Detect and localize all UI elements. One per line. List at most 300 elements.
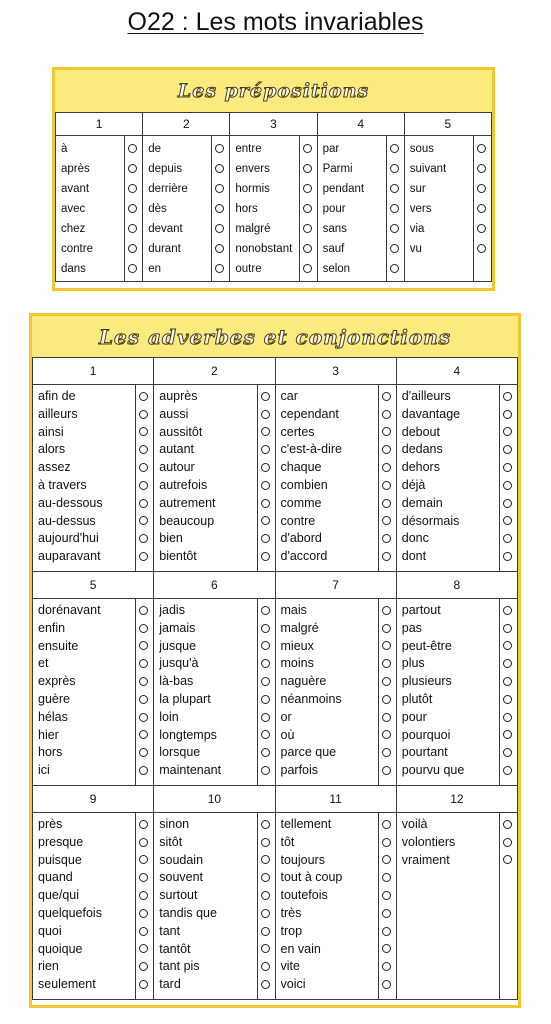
checkbox-circle[interactable] <box>379 655 396 673</box>
checkbox-circle[interactable] <box>379 530 396 548</box>
word-item: pendant <box>322 183 365 195</box>
word-item: lorsque <box>159 745 201 760</box>
word-item: suivant <box>409 163 447 175</box>
column-number: 1 <box>56 113 143 136</box>
word-item: dont <box>401 549 427 564</box>
column-number: 1 <box>33 358 154 385</box>
word-item: seulement <box>38 977 96 992</box>
checkbox-circle[interactable] <box>136 406 153 424</box>
word-item: loin <box>159 709 179 724</box>
checkbox-circle[interactable] <box>387 179 404 199</box>
checkbox-circle[interactable] <box>500 834 517 852</box>
checkbox-circle[interactable] <box>136 941 153 959</box>
checkbox-circle[interactable] <box>379 406 396 424</box>
checkbox-circle[interactable] <box>500 620 517 638</box>
checkbox-circle[interactable] <box>387 259 404 279</box>
checkbox-circle[interactable] <box>125 239 142 259</box>
word-item: avec <box>61 203 86 215</box>
word-item: autour <box>159 460 195 475</box>
word-item: souvent <box>159 870 204 885</box>
checkbox-circle[interactable] <box>379 602 396 620</box>
word-item: parfois <box>280 763 319 778</box>
checkbox-circle[interactable] <box>258 852 275 870</box>
checkbox-circle[interactable] <box>136 887 153 905</box>
checkbox-circle[interactable] <box>125 259 142 279</box>
word-item: puisque <box>38 852 82 867</box>
checkbox-circle[interactable] <box>136 834 153 852</box>
checkbox-circle[interactable] <box>136 548 153 566</box>
checkbox-circle[interactable] <box>387 199 404 219</box>
checkbox-circle[interactable] <box>500 548 517 566</box>
word-item: quoique <box>38 941 83 956</box>
word-item: presque <box>38 834 84 849</box>
checkbox-circle[interactable] <box>136 923 153 941</box>
checkbox-circle[interactable] <box>474 199 491 219</box>
word-column-cell <box>275 813 396 1000</box>
checkbox-circle[interactable] <box>258 923 275 941</box>
checkbox-circle[interactable] <box>136 655 153 673</box>
checkbox-circle[interactable] <box>379 638 396 656</box>
word-column-cell <box>317 136 404 282</box>
checkbox-circle[interactable] <box>379 958 396 976</box>
word-item: moins <box>280 656 314 671</box>
checkbox-circle[interactable] <box>258 762 275 780</box>
word-column-cell <box>404 136 491 282</box>
checkbox-circle[interactable] <box>379 673 396 691</box>
checkbox-circle[interactable] <box>136 638 153 656</box>
word-column-cell <box>396 813 517 1000</box>
word-item: dans <box>61 263 86 275</box>
checkbox-circle[interactable] <box>500 762 517 780</box>
checkbox-circle[interactable] <box>136 513 153 531</box>
word-item: jadis <box>159 603 185 617</box>
word-item: longtemps <box>159 727 217 742</box>
checkbox-circle[interactable] <box>258 513 275 531</box>
word-item: entre <box>235 143 262 155</box>
word-item: hors <box>235 203 258 215</box>
checkbox-circle[interactable] <box>258 709 275 727</box>
word-item: très <box>280 905 302 920</box>
word-item: tôt <box>280 834 295 849</box>
checkbox-circle[interactable] <box>500 477 517 495</box>
word-item: or <box>280 709 292 724</box>
word-item: parce que <box>280 745 337 760</box>
word-item: auprès <box>159 389 198 403</box>
checkbox-circle[interactable] <box>500 406 517 424</box>
word-item: enfin <box>38 620 66 635</box>
checkbox-circle[interactable] <box>125 159 142 179</box>
checkbox-circle[interactable] <box>258 620 275 638</box>
column-number: 9 <box>33 786 154 813</box>
checkbox-circle[interactable] <box>379 424 396 442</box>
checkbox-circle[interactable] <box>212 139 229 159</box>
word-item: Parmi <box>322 163 353 175</box>
checkbox-circle[interactable] <box>379 976 396 994</box>
column-number: 4 <box>396 358 517 385</box>
word-item: sinon <box>159 817 190 831</box>
word-item: néanmoins <box>280 691 342 706</box>
checkbox-circle[interactable] <box>300 139 317 159</box>
checkbox-circle[interactable] <box>136 477 153 495</box>
word-item: d'accord <box>280 549 328 564</box>
word-item: toutefois <box>280 888 328 903</box>
checkbox-circle[interactable] <box>258 602 275 620</box>
word-item: dès <box>148 203 167 215</box>
word-item: sous <box>409 143 435 155</box>
column-number: 10 <box>154 786 275 813</box>
checkbox-circle[interactable] <box>136 495 153 513</box>
word-item: d'abord <box>280 531 322 546</box>
checkbox-circle[interactable] <box>300 159 317 179</box>
word-column-cell <box>56 136 143 282</box>
checkbox-circle[interactable] <box>500 709 517 727</box>
checkbox-circle[interactable] <box>258 406 275 424</box>
word-item: exprès <box>38 674 76 689</box>
checkbox-circle[interactable] <box>212 219 229 239</box>
word-item: cependant <box>280 406 339 421</box>
checkbox-circle[interactable] <box>300 259 317 279</box>
checkbox-circle[interactable] <box>500 459 517 477</box>
word-item: avant <box>61 183 90 195</box>
word-item: selon <box>322 263 351 275</box>
word-item: pour <box>401 709 427 724</box>
word-item: sitôt <box>159 834 183 849</box>
checkbox-circle[interactable] <box>379 495 396 513</box>
word-item: outre <box>235 263 262 275</box>
checkbox-circle[interactable] <box>136 424 153 442</box>
word-column-cell <box>154 385 275 572</box>
word-item: jamais <box>159 620 196 635</box>
word-item: de <box>148 143 161 155</box>
prepositions-table <box>55 112 492 282</box>
word-item: peut-être <box>401 638 452 653</box>
word-item: car <box>280 389 298 403</box>
checkbox-circle[interactable] <box>136 459 153 477</box>
column-number: 2 <box>143 113 230 136</box>
prepositions-heading: Les prépositions <box>55 70 492 112</box>
column-number: 3 <box>230 113 317 136</box>
word-item: chez <box>61 223 86 235</box>
checkbox-circle[interactable] <box>474 139 491 159</box>
checkbox-circle[interactable] <box>136 673 153 691</box>
checkbox-circle[interactable] <box>500 852 517 870</box>
column-number: 5 <box>33 572 154 599</box>
word-item: nonobstant <box>235 243 293 255</box>
checkbox-circle[interactable] <box>379 887 396 905</box>
checkbox-circle[interactable] <box>212 259 229 279</box>
word-item: volontiers <box>401 834 456 849</box>
word-item: quand <box>38 870 73 885</box>
checkbox-circle[interactable] <box>300 239 317 259</box>
checkbox-circle[interactable] <box>258 655 275 673</box>
checkbox-circle[interactable] <box>379 388 396 406</box>
checkbox-circle[interactable] <box>136 869 153 887</box>
word-item: sur <box>409 183 426 195</box>
word-item: mieux <box>280 638 314 653</box>
word-item: dehors <box>401 460 440 475</box>
checkbox-circle[interactable] <box>500 655 517 673</box>
checkbox-circle[interactable] <box>379 691 396 709</box>
word-item: dedans <box>401 442 443 457</box>
word-item: au-dessus <box>38 513 96 528</box>
word-item: sauf <box>322 243 345 255</box>
word-item: ailleurs <box>38 406 78 421</box>
word-item: alors <box>38 442 66 457</box>
word-item: contre <box>61 243 93 255</box>
checkbox-circle[interactable] <box>379 727 396 745</box>
word-item: hier <box>38 727 59 742</box>
word-item: pourtant <box>401 745 448 760</box>
checkbox-circle[interactable] <box>258 816 275 834</box>
word-column-cell <box>275 385 396 572</box>
word-item: afin de <box>38 389 76 403</box>
word-item: voilà <box>401 817 428 831</box>
word-item: jusqu'à <box>159 656 199 671</box>
word-item: vraiment <box>401 852 450 867</box>
word-item: comme <box>280 495 322 510</box>
column-number: 4 <box>317 113 404 136</box>
word-item: donc <box>401 531 429 546</box>
word-item: d'ailleurs <box>401 389 451 403</box>
word-item: demain <box>401 495 443 510</box>
word-item: derrière <box>148 183 188 195</box>
adverbs-table <box>32 357 518 1000</box>
checkbox-circle[interactable] <box>379 905 396 923</box>
checkbox-circle[interactable] <box>258 441 275 459</box>
checkbox-circle[interactable] <box>300 179 317 199</box>
checkbox-circle[interactable] <box>379 869 396 887</box>
checkbox-circle[interactable] <box>500 495 517 513</box>
checkbox-circle[interactable] <box>379 477 396 495</box>
word-item: certes <box>280 424 315 439</box>
checkbox-circle[interactable] <box>300 219 317 239</box>
word-column-cell <box>230 136 317 282</box>
checkbox-circle[interactable] <box>136 744 153 762</box>
checkbox-circle[interactable] <box>125 219 142 239</box>
checkbox-circle[interactable] <box>258 530 275 548</box>
checkbox-circle[interactable] <box>212 199 229 219</box>
checkbox-circle[interactable] <box>379 459 396 477</box>
word-item: durant <box>148 243 181 255</box>
checkbox-circle[interactable] <box>379 852 396 870</box>
checkbox-circle[interactable] <box>387 159 404 179</box>
checkbox-circle[interactable] <box>258 834 275 852</box>
checkbox-circle[interactable] <box>258 477 275 495</box>
word-item: tant <box>159 923 181 938</box>
word-item: hors <box>38 745 63 760</box>
checkbox-circle[interactable] <box>258 887 275 905</box>
word-item: toujours <box>280 852 325 867</box>
checkbox-circle[interactable] <box>379 513 396 531</box>
checkbox-circle[interactable] <box>136 530 153 548</box>
word-item: contre <box>280 513 316 528</box>
checkbox-circle[interactable] <box>212 239 229 259</box>
word-item: chaque <box>280 460 322 475</box>
checkbox-circle[interactable] <box>379 762 396 780</box>
word-item: voici <box>280 977 306 992</box>
word-item: aussi <box>159 406 189 421</box>
checkbox-circle[interactable] <box>258 424 275 442</box>
checkbox-circle[interactable] <box>379 834 396 852</box>
word-item: ici <box>38 763 50 778</box>
word-item: vite <box>280 959 300 974</box>
checkbox-circle[interactable] <box>500 744 517 762</box>
checkbox-circle[interactable] <box>258 976 275 994</box>
word-item: ensuite <box>38 638 79 653</box>
checkbox-circle[interactable] <box>258 388 275 406</box>
word-item: plus <box>401 656 425 671</box>
checkbox-circle[interactable] <box>500 530 517 548</box>
word-item: autrefois <box>159 477 208 492</box>
word-item: guère <box>38 691 70 706</box>
word-item: sans <box>322 223 347 235</box>
checkbox-circle[interactable] <box>379 744 396 762</box>
word-item: hélas <box>38 709 68 724</box>
checkbox-circle[interactable] <box>474 239 491 259</box>
checkbox-circle[interactable] <box>212 179 229 199</box>
checkbox-circle[interactable] <box>136 762 153 780</box>
checkbox-circle[interactable] <box>258 691 275 709</box>
column-number: 11 <box>275 786 396 813</box>
checkbox-circle[interactable] <box>258 638 275 656</box>
word-column-cell <box>33 599 154 786</box>
word-item: malgré <box>235 223 271 235</box>
checkbox-circle[interactable] <box>387 219 404 239</box>
word-item: par <box>322 143 340 155</box>
checkbox-circle[interactable] <box>136 691 153 709</box>
checkbox-circle[interactable] <box>136 441 153 459</box>
checkbox-circle[interactable] <box>500 727 517 745</box>
word-item: en vain <box>280 941 321 956</box>
checkbox-circle[interactable] <box>500 424 517 442</box>
checkbox-circle[interactable] <box>300 199 317 219</box>
checkbox-circle[interactable] <box>500 638 517 656</box>
checkbox-circle[interactable] <box>379 548 396 566</box>
word-item: à travers <box>38 477 87 492</box>
checkbox-circle[interactable] <box>258 905 275 923</box>
word-column-cell <box>396 385 517 572</box>
column-number: 5 <box>404 113 491 136</box>
checkbox-circle[interactable] <box>379 816 396 834</box>
checkbox-circle[interactable] <box>136 852 153 870</box>
checkbox-circle[interactable] <box>474 159 491 179</box>
checkbox-circle[interactable] <box>474 219 491 239</box>
checkbox-circle[interactable] <box>387 239 404 259</box>
checkbox-circle[interactable] <box>136 976 153 994</box>
checkbox-circle[interactable] <box>125 199 142 219</box>
column-number: 3 <box>275 358 396 385</box>
word-item: pourquoi <box>401 727 451 742</box>
column-number: 2 <box>154 358 275 385</box>
checkbox-circle[interactable] <box>387 139 404 159</box>
checkbox-circle[interactable] <box>379 923 396 941</box>
column-number: 7 <box>275 572 396 599</box>
checkbox-circle[interactable] <box>136 727 153 745</box>
checkbox-circle[interactable] <box>258 673 275 691</box>
checkbox-circle[interactable] <box>379 441 396 459</box>
checkbox-circle[interactable] <box>258 958 275 976</box>
checkbox-circle[interactable] <box>500 441 517 459</box>
word-item: naguère <box>280 674 327 689</box>
word-item: tant pis <box>159 959 200 974</box>
checkbox-circle[interactable] <box>136 816 153 834</box>
word-item: maintenant <box>159 763 222 778</box>
checkbox-circle[interactable] <box>136 620 153 638</box>
word-item: vers <box>409 203 432 215</box>
checkbox-circle[interactable] <box>136 905 153 923</box>
checkbox-circle[interactable] <box>500 673 517 691</box>
checkbox-circle[interactable] <box>136 388 153 406</box>
word-item: plusieurs <box>401 674 452 689</box>
word-item: où <box>280 727 295 742</box>
checkbox-circle[interactable] <box>136 602 153 620</box>
checkbox-circle[interactable] <box>258 548 275 566</box>
checkbox-circle[interactable] <box>500 816 517 834</box>
checkbox-circle[interactable] <box>136 709 153 727</box>
word-item: devant <box>148 223 183 235</box>
word-item: autant <box>159 442 195 457</box>
checkbox-circle[interactable] <box>500 691 517 709</box>
word-column-cell <box>396 599 517 786</box>
checkbox-circle[interactable] <box>125 179 142 199</box>
word-column-cell <box>275 599 396 786</box>
word-item: tandis que <box>159 905 217 920</box>
word-item: beaucoup <box>159 513 215 528</box>
word-item: via <box>409 223 425 235</box>
word-column-cell <box>154 813 275 1000</box>
word-item: pour <box>322 203 346 215</box>
word-item: envers <box>235 163 270 175</box>
word-item: c'est-à-dire <box>280 442 342 457</box>
word-item: auparavant <box>38 549 101 564</box>
word-item: jusque <box>159 638 197 653</box>
word-item: plutôt <box>401 691 433 706</box>
checkbox-circle[interactable] <box>258 459 275 477</box>
word-column-cell <box>154 599 275 786</box>
checkbox-circle[interactable] <box>379 709 396 727</box>
checkbox-circle[interactable] <box>258 495 275 513</box>
checkbox-circle[interactable] <box>258 727 275 745</box>
word-item: tellement <box>280 817 332 831</box>
checkbox-circle[interactable] <box>258 869 275 887</box>
word-item: à <box>61 143 68 155</box>
word-item: quelquefois <box>38 905 102 920</box>
checkbox-circle[interactable] <box>212 159 229 179</box>
word-item: aujourd'hui <box>38 531 99 546</box>
checkbox-circle[interactable] <box>500 388 517 406</box>
word-item: partout <box>401 603 441 617</box>
checkbox-circle[interactable] <box>474 179 491 199</box>
word-item: assez <box>38 460 71 475</box>
column-number: 8 <box>396 572 517 599</box>
adverbs-heading: Les adverbes et conjonctions <box>32 316 518 357</box>
checkbox-circle[interactable] <box>379 620 396 638</box>
checkbox-circle[interactable] <box>379 941 396 959</box>
checkbox-circle[interactable] <box>258 744 275 762</box>
word-item: ainsi <box>38 424 64 439</box>
checkbox-circle[interactable] <box>500 602 517 620</box>
page-title: O22 : Les mots invariables <box>127 8 424 36</box>
word-item: bientôt <box>159 549 197 564</box>
word-column-cell <box>33 385 154 572</box>
checkbox-circle[interactable] <box>258 941 275 959</box>
checkbox-circle[interactable] <box>136 958 153 976</box>
word-item: pas <box>401 620 422 635</box>
word-item: depuis <box>148 163 183 175</box>
checkbox-circle[interactable] <box>500 513 517 531</box>
column-number: 12 <box>396 786 517 813</box>
checkbox-circle[interactable] <box>125 139 142 159</box>
